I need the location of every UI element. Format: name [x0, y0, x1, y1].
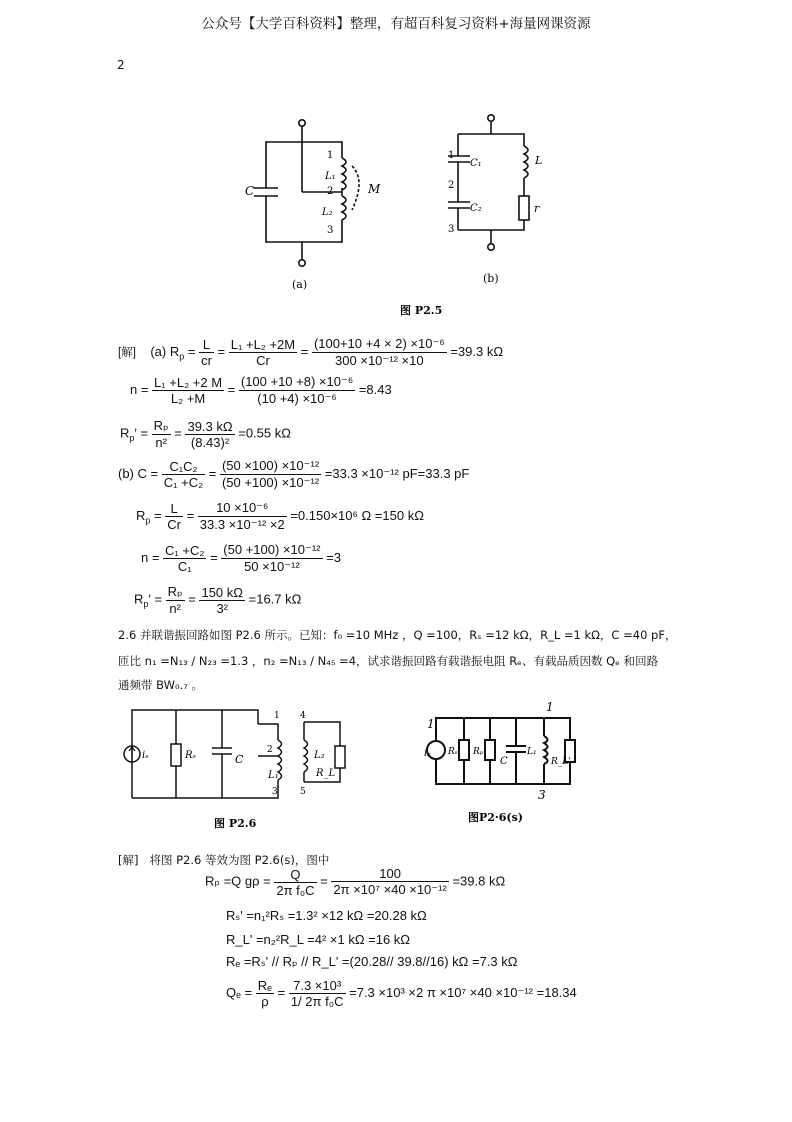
sol1-line-rpb: $R_p$ = $\frac{L}{Cr}$ = $\frac{\text{10 ×10⁻⁶}}{\text{33.3 ×10⁻¹² ×2}}$ =0.150×10⁶ Ω =150 kΩ: [136, 500, 424, 532]
sol1-line-rp: $R_p'$ = $\frac{\text{Rₚ}}{\text{n²}}$ = $\frac{39.3 k\Omega}{\text{(8.43)²}}$ =0.55 kΩ: [120, 418, 291, 450]
label-b-c1: C₁: [470, 158, 482, 169]
sol2-line-rs: Rₛ' =n₁²Rₛ =1.3² ×12 kΩ =20.28 kΩ: [226, 908, 427, 923]
p26-label-n1: 1: [274, 711, 280, 721]
p26-label-c: C: [235, 753, 244, 766]
label-a-l2: L₂: [322, 207, 333, 218]
label-a-n3: 3: [327, 225, 334, 236]
label-a-n1: 1: [327, 150, 334, 161]
problem-2-6-line3: 通频带 BW₀.₇ 。: [118, 678, 204, 692]
sol2-line-rp: Rₚ =Q gρ = $\frac{Q}{\text{2π f₀C}}$ = $\frac{100}{\text{2π ×10⁷ ×40 ×10⁻¹²}}$ =39.8 kΩ: [205, 866, 506, 898]
label-a-l1: L₁: [325, 171, 336, 182]
sol2-line-rl: R_L' =n₂²R_L =4² ×1 kΩ =16 kΩ: [226, 932, 411, 947]
caption-p2-6s: 图P2·6(s): [468, 811, 524, 824]
p26s-label-rs: Rₛ': [448, 747, 461, 757]
figure-p2-6: [118, 700, 368, 840]
label-b-l: L: [535, 154, 543, 167]
p26s-label-n3: 3: [538, 788, 546, 802]
p26s-label-c: C: [500, 756, 508, 767]
p26s-label-n1: 1: [427, 717, 435, 731]
sol1-line-nb: n = $\frac{\text{C₁ +C₂}}{\text{C₁}}$ = $\frac{\text{(50 +100) ×10⁻¹²}}{\text{50 ×10⁻¹²}}$ =3: [141, 542, 341, 574]
sol1-line-n: n = $\frac{\text{L₁ +L₂ +2 M}}{\text{L₂ +M}}$ = $\frac{\text{(100 +10 +8) ×10⁻⁶}}{\text{(10 +4) ×10⁻⁶}}$ =8.43: [130, 374, 392, 406]
p26s-label-l: L₁: [527, 747, 537, 757]
sol1-line-b: (b) C = $\frac{\text{C₁C₂}}{\text{C₁ +C₂}}$ = $\frac{\text{(50 ×100) ×10⁻¹²}}{\text{(50 +100) ×10⁻¹²}}$ =33.3 ×10⁻¹² pF=33.3 pF: [118, 458, 470, 490]
sub-a: (a): [292, 278, 308, 291]
caption-p2-6: 图 P2.6: [214, 817, 257, 830]
figure-p2-5: [228, 96, 558, 328]
label-a-n2: 2: [327, 186, 334, 197]
p26-label-n5: 5: [300, 787, 306, 797]
page-header: 公众号【大学百科资料】整理，有超百科复习资料+海量网课资源: [201, 16, 591, 32]
problem-2-6-line2: 匝比 n₁ =N₁₃ / N₂₃ =1.3 ，n₂ =N₁₃ / N₄₅ =4，试求谐振回路有载谐振电阻 Rₑ、有载品质因数 Qₑ 和回路: [118, 654, 659, 668]
p26s-label-is: iₛ: [424, 748, 431, 759]
caption-p2-5: 图 P2.5: [400, 304, 443, 317]
p26s-label-rp: Rₚ: [473, 747, 484, 757]
p26-label-rs: Rₛ: [185, 750, 196, 761]
p26-label-l1: L₁: [268, 770, 279, 781]
sol2-intro: [解] 将图 P2.6 等效为图 P2.6(s)，图中: [118, 853, 330, 867]
label-b-n3: 3: [448, 224, 455, 235]
label-a-c: C: [245, 184, 255, 198]
p26-label-n2: 2: [267, 745, 273, 755]
label-b-n1: 1: [448, 150, 455, 161]
sol1-line-a: [解] (a) $R_p$ = $\frac{L}{cr}$ = $\frac{\text{L₁ +L₂ +2M}}{Cr}$ = $\frac{\text{(100+10 +4 × 2) ×10⁻⁶}}{\text{300 ×10⁻¹² ×10}}$ =39.3 kΩ: [118, 336, 504, 368]
p26-label-l2: L₂: [314, 750, 325, 761]
sol2-line-qe: Qₑ = $\frac{\text{Rₑ}}{\rho}$ = $\frac{\text{7.3 ×10³}}{\text{1/ 2π f₀C}}$ =7.3 ×10³ ×2 π ×10⁷ ×40 ×10⁻¹² =18.34: [226, 978, 577, 1009]
p26-label-is: iₛ: [142, 750, 149, 761]
sol2-line-re: Rₑ =Rₛ' // Rₚ // R_L' =(20.28// 39.8//16) kΩ =7.3 kΩ: [226, 954, 518, 969]
problem-2-6-line1: 2.6 并联谐振回路如图 P2.6 所示。已知：f₀ =10 MHz ，Q =100，Rₛ =12 kΩ，R_L =1 kΩ，C =40 pF，: [118, 628, 677, 642]
p26-label-n3: 3: [272, 787, 278, 797]
p26-label-n4: 4: [300, 711, 306, 721]
sol1-line-rpb2: $R_p'$ = $\frac{\text{Rₚ}}{\text{n²}}$ = $\frac{150 k\Omega}{\text{3²}}$ =16.7 kΩ: [134, 584, 302, 616]
label-a-m: M: [368, 182, 381, 196]
p26s-label-n1b: 1: [546, 700, 554, 714]
label-b-c2: C₂: [470, 203, 482, 214]
page-number: 2: [117, 58, 125, 72]
sub-b: (b): [483, 272, 499, 285]
p26-label-rl: R_L: [316, 768, 336, 779]
figure-p2-6s: [420, 700, 600, 835]
p26s-label-rl: R_L': [551, 757, 571, 767]
label-b-n2: 2: [448, 180, 455, 191]
label-b-r: r: [534, 202, 540, 215]
